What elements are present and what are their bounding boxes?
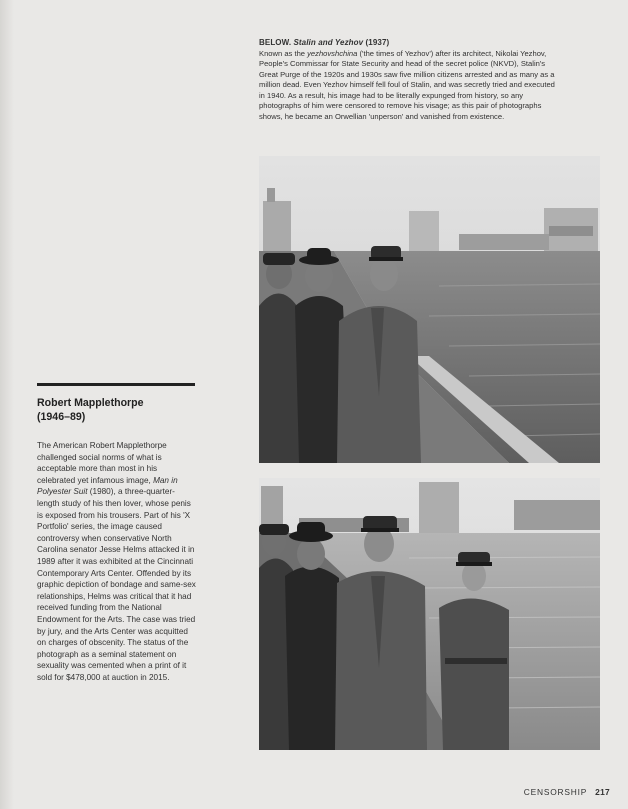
- page-gutter-shadow: [0, 0, 14, 809]
- photo-caption: [259, 38, 559, 122]
- profile-sidebar: [37, 383, 197, 683]
- caption-text-2: ('the times of Yezhov') after its architect, Nikolai Yezhov, People's Commissar for State Security and head of the secret police (NKVD), Stalin's Great Purge of the 1920s and 1930s saw five million citizens arrested and as many as a million dead. Even Yezhov himself fell foul of Stalin, and was secretly tried and executed in 1940. As a result, his image had to be literally expunged from history, so any photographs of him were censored to remove his visage; as this pair of photographs shows, he became an Orwellian 'unperson' and vanished from existence.: [259, 48, 555, 121]
- sidebar-body: [37, 440, 197, 683]
- photo-censored-image: [259, 156, 600, 463]
- photo-censored: [259, 156, 600, 463]
- sidebar-body-2: (1980), a three-quarter-length study of his then lover, whose penis is exposed from his trousers. Part of his 'X Portfolio' series, the image caused controversy when conservative North Carolina senator Jesse Helms attacked it in 1989 after it was exhibited at the Cincinnati Contemporary Arts Center. Offended by its graphic depiction of bondage and same-sex relationships, Helms was critical that it had received funding from the National Endowment for the Arts. The case was tried by jury, and the Arts Center was acquitted on charges of obscenity. The status of the photograph as a seminal statement on sexuality was cemented when a print of it sold for $478,000 at auction in 2015.: [37, 487, 196, 682]
- sidebar-body-1: The American Robert Mapplethorpe challenged social norms of what is acceptable more than most in his celebrated yet infamous image,: [37, 441, 167, 485]
- sidebar-rule: [37, 383, 195, 386]
- sidebar-heading-name: Robert Mapplethorpe: [37, 397, 144, 409]
- sidebar-work-title: Man in Polyester Suit: [37, 475, 178, 497]
- page-number: 217: [595, 787, 610, 797]
- photo-original-image: [259, 478, 600, 750]
- caption-term: yezhovshchina: [307, 48, 358, 58]
- caption-year: (1937): [365, 38, 390, 47]
- caption-text-1: Known as the: [259, 48, 308, 58]
- sidebar-heading: [37, 396, 197, 424]
- section-label: CENSORSHIP: [523, 787, 588, 797]
- sidebar-heading-dates: (1946–89): [37, 411, 86, 423]
- page-footer: [524, 787, 610, 797]
- photo-original: [259, 478, 600, 750]
- caption-title: Stalin and Yezhov: [293, 38, 364, 47]
- caption-label: BELOW. Stalin and Yezhov (1937): [259, 38, 390, 47]
